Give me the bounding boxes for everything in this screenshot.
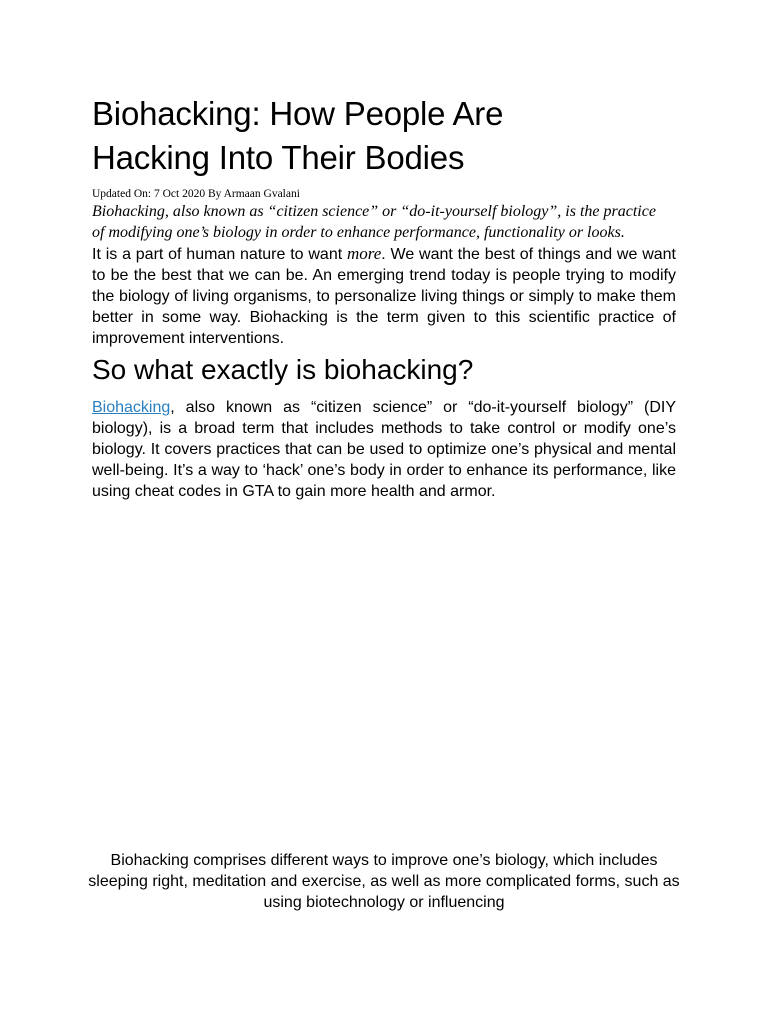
article-meta: Updated On: 7 Oct 2020 By Armaan Gvalani <box>92 188 300 200</box>
intro-emphasis: more <box>346 244 382 263</box>
page-title <box>92 92 676 180</box>
title-line-2: Hacking Into Their Bodies <box>92 139 465 176</box>
article <box>92 92 676 502</box>
intro-text-start: It is a part of human nature to want <box>92 246 347 263</box>
title-line-1: Biohacking: How People Are <box>92 95 504 132</box>
biohacking-link[interactable]: Biohacking <box>92 399 171 416</box>
intro-text-end: . We want the best of things and we want to be the best that we can be. An emerging trend today is people trying to modify the biology of living organisms, to personalize living things or simply to make them better in some way. Biohacking is the term given to this scientific practice of improvement interventions. <box>92 246 676 347</box>
definition-text: , also known as “citizen science” or “do-it-yourself biology” (DIY biology), is a broad term that includes methods to take control or modify one’s biology. It covers practices that can be used to optimize one’s physical and mental well-being. It’s a way to ‘hack’ one’s body in order to enhance its performance, like using cheat codes in GTA to gain more health and armor. <box>92 399 676 500</box>
definition-paragraph <box>92 397 676 502</box>
intro-paragraph <box>92 243 676 349</box>
section-heading: So what exactly is biohacking? <box>92 354 474 385</box>
image-caption: Biohacking comprises different ways to improve one’s biology, which includes sleeping right, meditation and exercise, as well as more complicated forms, such as using biotechnology or influencing <box>88 852 680 911</box>
article-lede: Biohacking, also known as “citizen science” or “do-it-yourself biology”, is the practice of modifying one’s biology in order to enhance performance, functionality or looks. <box>92 203 656 241</box>
